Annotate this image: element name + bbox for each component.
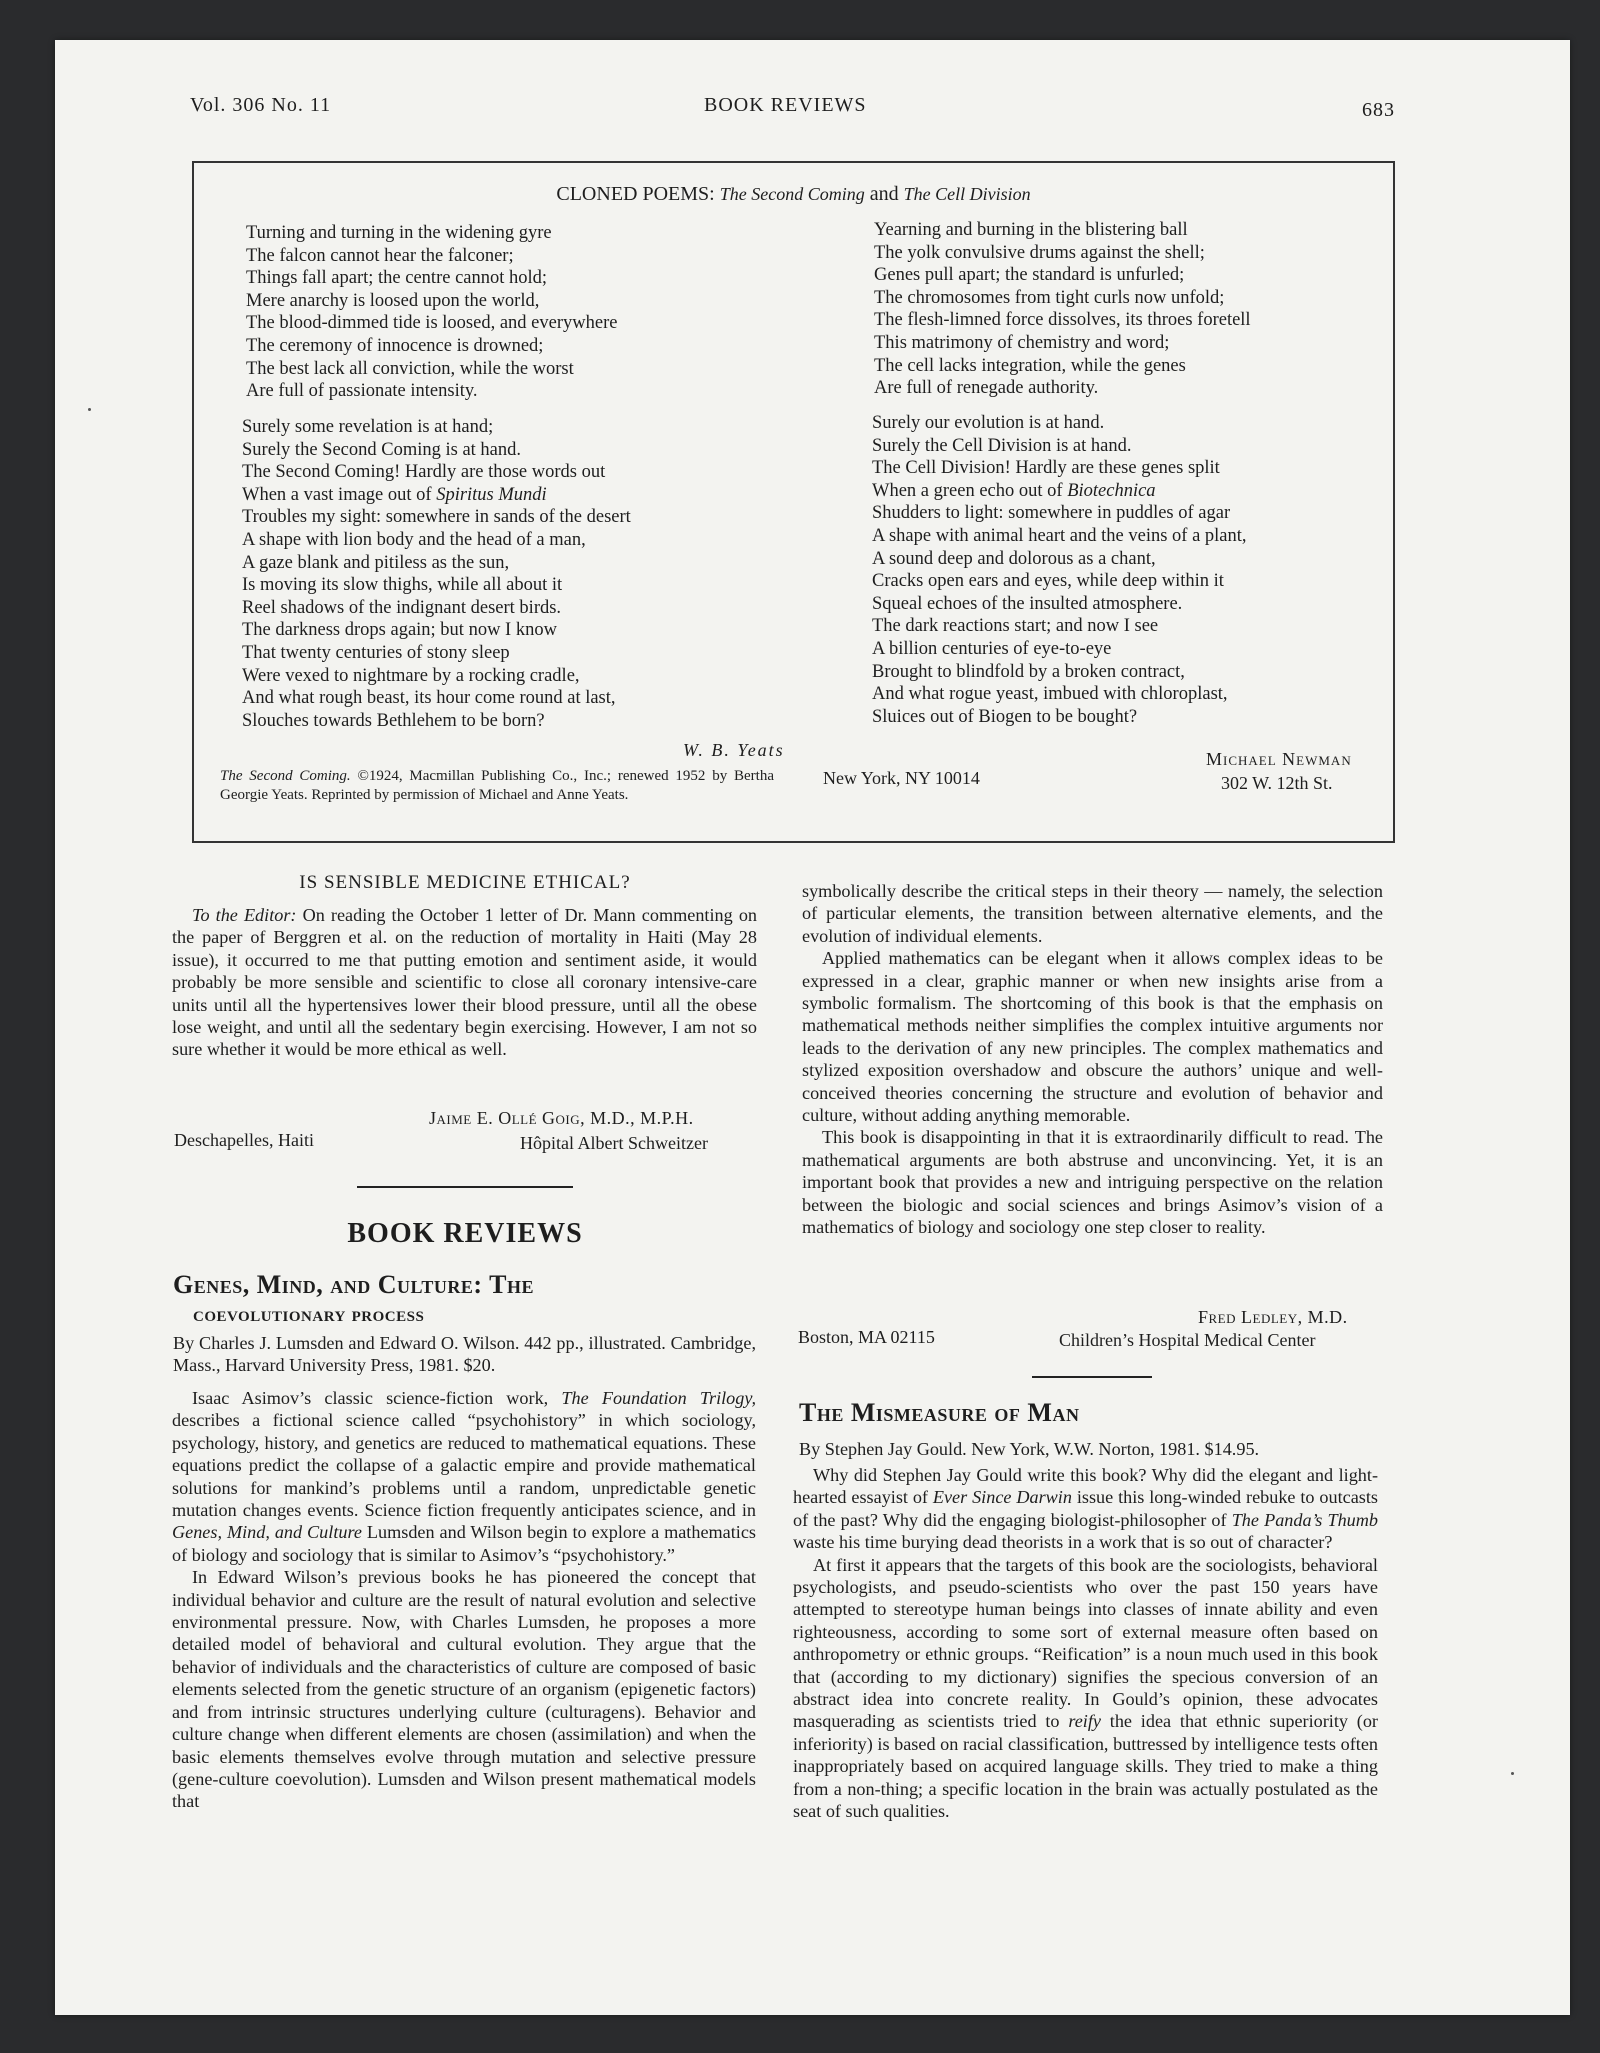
review2-byline: By Stephen Jay Gould. New York, W.W. Norton, 1981. $14.95. — [799, 1439, 1260, 1459]
letter-title: IS SENSIBLE MEDICINE ETHICAL? — [299, 872, 631, 893]
yeats-stanza-1: Turning and turning in the widening gyre The falcon cannot hear the falconer; Things fall apart; the centre cannot hold; Mere anarchy is loosed upon the world, The blood-dimmed tide is loosed, and everywhere The ceremony of innocence is drowned; The best lack all conviction, while the worst Are full of passionate intensity. — [246, 223, 618, 402]
newman-address: 302 W. 12th St. — [1221, 773, 1333, 793]
letter-body: To the Editor: On reading the October 1 letter of Dr. Mann commenting on the paper of Berggren et al. on the reduction of mortality in Haiti (May 28 issue), it occurred to me that putting emotion and sentiment aside, it would probably be more sensible and scientific to close all coronary intensive-care units until all the hypertensives lower their blood pressure, until all the obese lose weight, and until all the sedentary begin exercising. However, I am not so sure whether it would be more ethical as well. — [172, 905, 758, 1060]
yeats-stanza-2: Surely some revelation is at hand; Surely the Second Coming is at hand. The Second Coming! Hardly are those words out When a vast image out of Spiritus Mundi Troubles my sight: somewhere in sands of the desert A shape with lion body and the head of a man, A gaze blank and pitiless as the sun, Is moving its slow thighs, while all about it Reel shadows of the indignant desert birds. The darkness drops again; but now I know That twenty centuries of stony sleep Were vexed to nightmare by a rocking cradle, And what rough beast, its hour come round at last, Slouches towards Bethlehem to be born? — [242, 417, 631, 731]
yeats-signature: W. B. Yeats — [683, 740, 785, 760]
section-divider-right — [1032, 1376, 1152, 1378]
newman-signature: Michael Newman — [1206, 749, 1352, 769]
running-title: BOOK REVIEWS — [704, 94, 867, 116]
paper-speck — [88, 408, 91, 411]
review1-signature: Fred Ledley, M.D. — [1198, 1307, 1348, 1327]
letter-institution: Hôpital Albert Schweitzer — [520, 1133, 708, 1153]
paper-speck — [1511, 1772, 1514, 1775]
page-number: 683 — [1362, 99, 1395, 121]
review1-body-left: Isaac Asimov’s classic science-fiction work, The Foundation Trilogy, describes a fictional science called “psychohistory” in which sociology, psychology, history, and genetics are reduced to mathematical equations. These equations predict the collapse of a galactic empire and provide mathematical solutions for mankind’s problems until a random, unpredictable genetic mutation changes events. Science fiction frequently anticipates science, and in Genes, Mind, and Culture Lumsden and Wilson begin to explore a mathematics of biology and sociology that is similar to Asimov’s “psychohistory.” In Edward Wilson’s previous books he has pioneered the concept that individual behavior and culture are the result of natural evolution and selective environmental pressure. Now, with Charles Lumsden, he proposes a more detailed model of behavioral and cultural evolution. They argue that the behavior of individuals and the characteristics of culture are composed of basic elements selected from the genetic structure of an organism (epigenetic factors) and from intrinsic structures underlying culture (culturagens). Behavior and culture change when different elements are chosen (assimilation) and when the basic elements themselves evolve through mutation and selective pressure (gene-culture coevolution). Lumsden and Wilson present mathematical models that — [172, 1388, 756, 1812]
cloned-poems-box — [192, 161, 1395, 843]
section-title: BOOK REVIEWS — [347, 1218, 583, 1249]
letter-signature: Jaime E. Ollé Goig, M.D., M.P.H. — [429, 1108, 694, 1128]
review1-body-right: symbolically describe the critical steps in their theory — namely, the selection of particular elements, the transition between alternative elements, and the evolution of individual elements. Applied mathematics can be elegant when it allows complex ideas to be expressed in a clear, graphic manner or when new insights arise from a symbolic formalism. The shortcoming of this book is that the emphasis on mathematical methods neither simplifies the complex intuitive arguments nor leads to the derivation of any new principles. The complex mathematics and stylized exposition overshadow and obscure the authors’ unique and well-conceived theories concerning the structure and evolution of behavior and culture, without adding anything memorable. This book is disappointing in that it is extraordinarily difficult to read. The mathematical arguments are both abstruse and unconvincing. Yet, it is an important book that provides a new and intriguing perspective on the relation between the biologic and social sciences and brings Asimov’s vision of a mathematics of biology and sociology one step closer to reality. — [802, 881, 1383, 1238]
review1-byline: By Charles J. Lumsden and Edward O. Wilson. 442 pp., illustrated. Cambridge, Mass., Harvard University Press, 1981. $20. — [173, 1333, 756, 1376]
review2-body: Why did Stephen Jay Gould write this book? Why did the elegant and light-hearted essayist of Ever Since Darwin issue this long-winded rebuke to outcasts of the past? Why did the engaging biologist-philosopher of The Panda’s Thumb waste his time burying dead theorists in a work that is so out of character? At first it appears that the targets of this book are the sociologists, behavioral psychologists, and pseudo-scientists who over the past 150 years have attempted to stereotype human beings into classes of innate ability and even righteousness, according to some sort of external measure often based on anthropometry or ethnic groups. “Reification” is a noun much used in this book that (according to my dictionary) signifies the specious conversion of an abstract idea into concrete reality. In Gould’s opinion, these advocates masquerading as scientists tried to reify the idea that ethnic superiority (or inferiority) is based on racial classification, buttressed by intelligence tests often inappropriately based on acquired language skills. They tried to make a thing from a non-thing; a specific location in the brain was actually postulated as the seat of such qualities. — [793, 1465, 1379, 1822]
letter-location: Deschapelles, Haiti — [174, 1130, 314, 1150]
newman-city: New York, NY 10014 — [823, 768, 980, 788]
volume-issue: Vol. 306 No. 11 — [190, 94, 332, 116]
review1-institution: Children’s Hospital Medical Center — [1059, 1330, 1316, 1350]
yeats-copyright: The Second Coming. ©1924, Macmillan Publishing Co., Inc.; renewed 1952 by Bertha Georgie Yeats. Reprinted by permission of Michael and Anne Yeats. — [220, 768, 774, 803]
review1-title: Genes, Mind, and Culture: The — [173, 1270, 534, 1299]
newman-stanza-2: Surely our evolution is at hand. Surely the Cell Division is at hand. The Cell Division! Hardly are these genes split When a green echo out of Biotechnica Shudders to light: somewhere in puddles of agar A shape with animal heart and the veins of a plant, A sound deep and dolorous as a chant, Cracks open ears and eyes, while deep within it Squeal echoes of the insulted atmosphere. The dark reactions start; and now I see A billion centuries of eye-to-eye Brought to blindfold by a broken contract, And what rogue yeast, imbued with chloroplast, Sluices out of Biogen to be bought? — [872, 413, 1247, 727]
review1-subtitle: coevolutionary process — [193, 1302, 425, 1326]
section-divider-left — [357, 1186, 573, 1188]
poems-title: CLONED POEMS: The Second Coming and The Cell Division — [556, 183, 1031, 205]
review1-location: Boston, MA 02115 — [798, 1327, 935, 1347]
review2-title: The Mismeasure of Man — [799, 1398, 1080, 1427]
newman-stanza-1: Yearning and burning in the blistering ball The yolk convulsive drums against the shell; Genes pull apart; the standard is unfurled; The chromosomes from tight curls now unfold; The flesh-limned force dissolves, its throes foretell This matrimony of chemistry and word; The cell lacks integration, while the genes Are full of renegade authority. — [874, 220, 1251, 399]
